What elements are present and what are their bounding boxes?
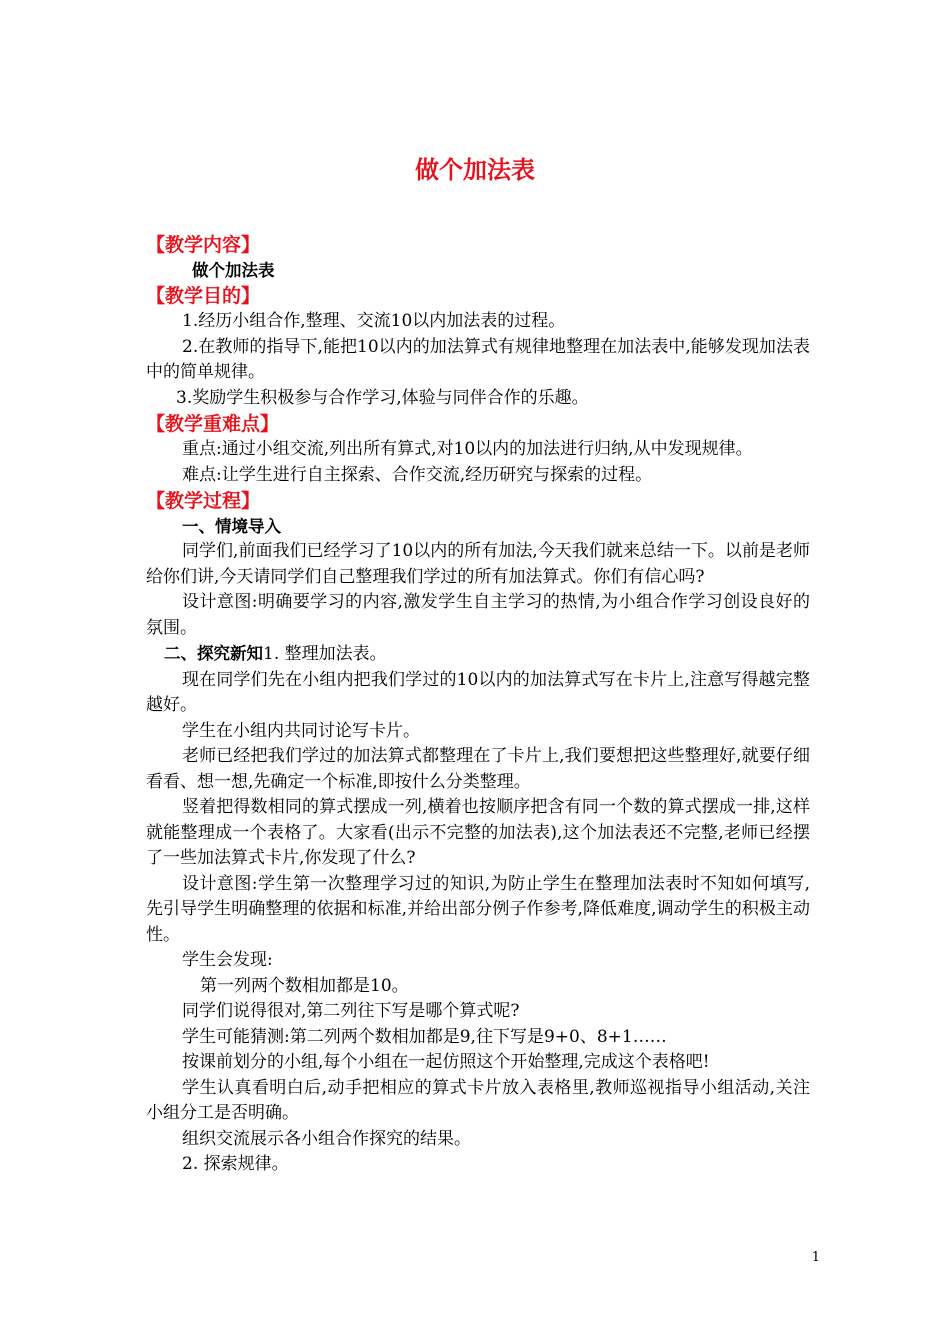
heading-goals: 【教学目的】: [146, 285, 261, 307]
key-point: 重点:通过小组交流,列出所有算式,对10以内的加法进行归纳,从中发现规律。: [182, 439, 753, 459]
document-body: [146, 232, 810, 1178]
content-text: 做个加法表: [192, 261, 275, 280]
step1-heading: 一、情境导入: [182, 517, 281, 536]
step2-paragraph-1: 现在同学们先在小组内把我们学过的10以内的加法算式写在卡片上,注意写得越完整越好。: [146, 669, 810, 715]
difficult-point: 难点:让学生进行自主探索、合作交流,经历研究与探索的过程。: [182, 464, 653, 485]
step1-paragraph-1: 同学们,前面我们已经学习了10以内的所有加法,今天我们就来总结一下。以前是老师给你们讲,今天请同学们自己整理我们学过的所有加法算式。你们有信心吗?: [146, 541, 810, 587]
step2-heading-line: [146, 641, 810, 668]
step2-paragraph-13: 2. 探索规律。: [182, 1154, 289, 1174]
step2-paragraph-11: 学生认真看明白后,动手把相应的算式卡片放入表格里,教师巡视指导小组活动,关注小组分工是否明确。: [146, 1077, 810, 1123]
step1-paragraph-2: 设计意图:明确要学习的内容,激发学生自主学习的热情,为小组合作学习创设良好的氛围。: [146, 592, 810, 638]
step2-paragraph-4: 竖着把得数相同的算式摆成一列,横着也按顺序把含有同一个数的算式摆成一排,这样就能整理成一个表格了。大家看(出示不完整的加法表),这个加法表还不完整,老师已经摆了一些加法算式卡片,你发现了什么?: [146, 797, 810, 868]
heading-key-points: 【教学重难点】: [146, 413, 280, 435]
heading-process: 【教学过程】: [146, 490, 261, 512]
step2-paragraph-10: 按课前划分的小组,每个小组在一起仿照这个开始整理,完成这个表格吧!: [182, 1052, 710, 1072]
page-number: 1: [811, 1250, 820, 1265]
step2-paragraph-8: 同学们说得很对,第二列往下写是哪个算式呢?: [182, 1001, 520, 1021]
heading-content: 【教学内容】: [146, 234, 261, 256]
document-title: 做个加法表: [415, 156, 535, 184]
step2-paragraph-2: 学生在小组内共同讨论写卡片。: [182, 720, 420, 741]
step2-paragraph-6: 学生会发现:: [182, 950, 273, 970]
step2-subheading: 1. 整理加法表。: [263, 644, 387, 664]
step2-paragraph-5: 设计意图:学生第一次整理学习过的知识,为防止学生在整理加法表时不知如何填写,先引导学生明确整理的依据和标准,并给出部分例子作参考,降低难度,调动学生的积极主动性。: [146, 873, 810, 945]
goal-3: 3.奖励学生积极参与合作学习,体验与同伴合作的乐趣。: [176, 387, 589, 408]
step2-paragraph-12: 组织交流展示各小组合作探究的结果。: [182, 1128, 471, 1149]
goal-2: 2.在教师的指导下,能把10以内的加法算式有规律地整理在加法表中,能够发现加法表中的简单规律。: [146, 336, 810, 382]
step2-paragraph-3: 老师已经把我们学过的加法算式都整理在了卡片上,我们要想把这些整理好,就要仔细看看、想一想,先确定一个标准,即按什么分类整理。: [146, 746, 810, 792]
goal-1: 1.经历小组合作,整理、交流10以内加法表的过程。: [182, 311, 566, 331]
step2-paragraph-9: 学生可能猜测:第二列两个数相加都是9,往下写是9+0、8+1……: [182, 1026, 667, 1047]
step2-heading: 二、探究新知: [164, 644, 263, 663]
step2-paragraph-7: 第一列两个数相加都是10。: [200, 975, 409, 996]
